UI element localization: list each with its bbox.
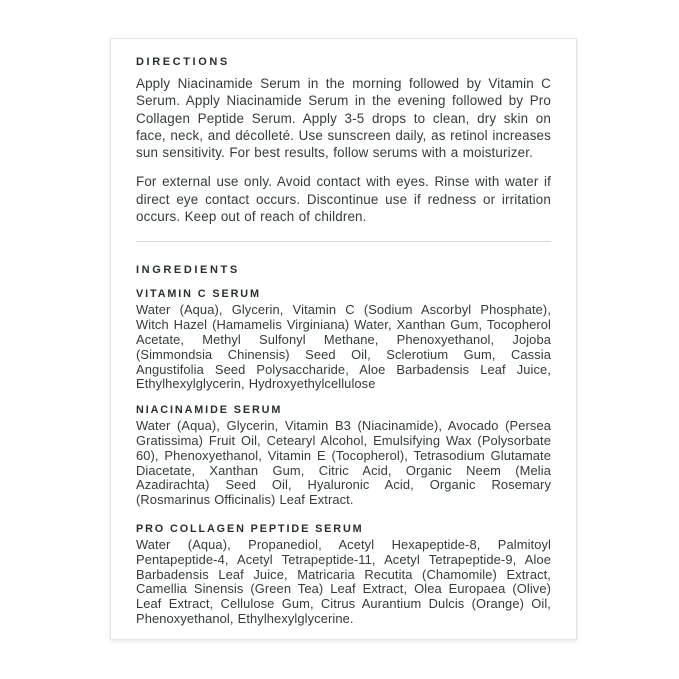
ingredient-group-vitamin-c: [136, 289, 551, 392]
section-divider: [136, 241, 551, 242]
ingredients-heading: INGREDIENTS: [136, 264, 240, 277]
label-card: [110, 38, 577, 640]
ingredient-group-pro-collagen: [136, 524, 551, 627]
directions-heading: DIRECTIONS: [136, 56, 230, 68]
pro-collagen-peptide-serum-subheading: PRO COLLAGEN PEPTIDE SERUM: [136, 522, 364, 535]
pro-collagen-peptide-serum-ingredients: Water (Aqua), Propanediol, Acetyl Hexapeptide-8, Palmitoyl Pentapeptide-4, Acetyl Tetrapeptide-11, Acetyl Tetrapeptide-9, Aloe Barbadensis Leaf Juice, Matricaria Recutita (Chamomile) Extract, Camellia Sinensis (Green Tea) Leaf Extract, Olea Europaea (Olive) Leaf Extract, Cellulose Gum, Citrus Aurantium Dulcis (Orange) Oil, Phenoxyethanol, Ethylhexylglycerine.: [136, 536, 551, 626]
directions-usage-paragraph: Apply Niacinamide Serum in the morning followed by Vitamin C Serum. Apply Niacinamide Serum in the evening followed by Pro Collagen Peptide Serum. Apply 3-5 drops to clean, dry skin on face, neck, and décolleté. Use sunscreen daily, as retinol increases sun sensitivity. For best results, follow serums with a moisturizer.: [136, 76, 551, 161]
directions-warning-paragraph: For external use only. Avoid contact with eyes. Rinse with water if direct eye contact occurs. Discontinue use if redness or irritation occurs. Keep out of reach of children.: [136, 174, 551, 225]
ingredient-group-niacinamide: [136, 405, 551, 508]
niacinamide-serum-ingredients: Water (Aqua), Glycerin, Vitamin B3 (Niacinamide), Avocado (Persea Gratissima) Fruit Oil, Cetearyl Alcohol, Emulsifying Wax (Polysorbate 60), Phenoxyethanol, Vitamin E (Tocopherol), Tetrasodium Glutamate Diacetate, Xanthan Gum, Citric Acid, Organic Neem (Melia Azadirachta) Seed Oil, Hyaluronic Acid, Organic Rosemary (Rosmarinus Officinalis) Leaf Extract.: [136, 418, 551, 508]
vitamin-c-serum-subheading: VITAMIN C SERUM: [136, 288, 261, 301]
vitamin-c-serum-ingredients: Water (Aqua), Glycerin, Vitamin C (Sodium Ascorbyl Phosphate), Witch Hazel (Hamamelis Virginiana) Water, Xanthan Gum, Tocopherol Acetate, Methyl Sulfonyl Methane, Phenoxyethanol, Jojoba (Simmondsia Chinensis) Seed Oil, Sclerotium Gum, Cassia Angustifolia Seed Polysaccharide, Aloe Barbadensis Leaf Juice, Ethylhexylglycerin, Hydroxyethylcellulose: [136, 302, 551, 392]
niacinamide-serum-subheading: NIACINAMIDE SERUM: [136, 404, 283, 417]
